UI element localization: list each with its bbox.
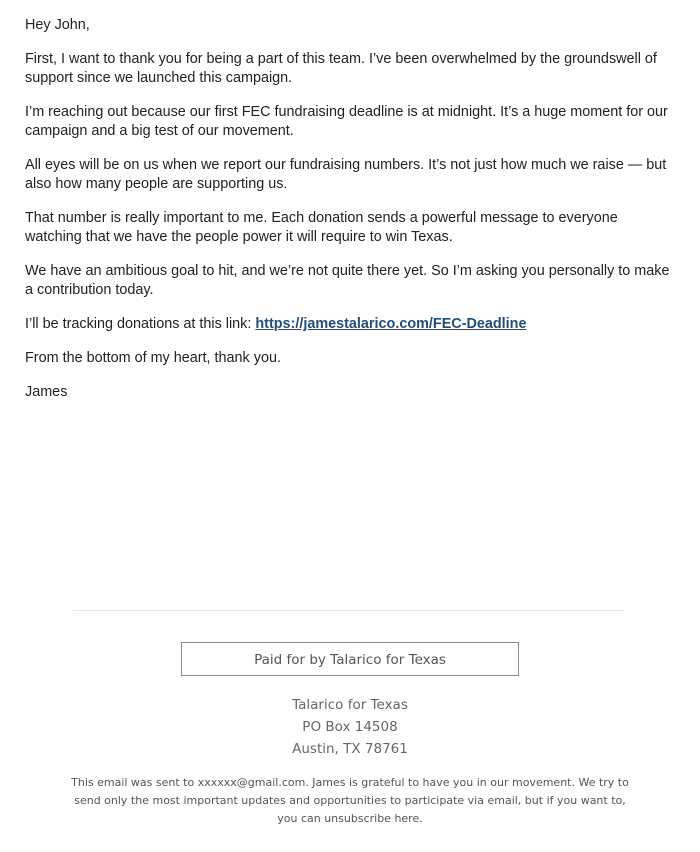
paragraph-numbers: All eyes will be on us when we report our fundraising numbers. It’s not just how much we raise — but also how many people are supporting us. [25,157,667,192]
tracking-text: I’ll be tracking donations at this link: [25,316,256,332]
signature: James [25,384,68,400]
email-body [25,16,675,417]
greeting: Hey John, [25,17,90,33]
address-org: Talarico for Texas [292,697,408,713]
footer-divider [73,610,625,611]
paid-for-disclaimer: Paid for by Talarico for Texas [181,642,519,676]
email-footer [0,642,700,828]
paragraph-tracking [25,315,675,334]
paragraph-deadline: I’m reaching out because our first FEC fundraising deadline is at midnight. It’s a huge moment for our campaign and a big test of our movement. [25,104,668,139]
closing: From the bottom of my heart, thank you. [25,350,281,366]
mailing-address [0,694,700,760]
paragraph-thanks: First, I want to thank you for being a part of this team. I’ve been overwhelmed by the groundswell of support since we launched this campaign. [25,51,657,86]
address-po-box: PO Box 14508 [302,719,398,735]
fec-deadline-link[interactable]: https://jamestalarico.com/FEC-Deadline [255,316,527,332]
address-city: Austin, TX 78761 [292,741,408,757]
unsubscribe-notice[interactable]: This email was sent to xxxxxx@gmail.com. James is grateful to have you in our movement. We try to send only the most important updates and opportunities to participate via email, but if you want to, you can unsubscribe here. [71,776,629,825]
paragraph-donation: That number is really important to me. Each donation sends a powerful message to everyone watching that we have the people power it will require to win Texas. [25,210,618,245]
paragraph-goal: We have an ambitious goal to hit, and we’re not quite there yet. So I’m asking you personally to make a contribution today. [25,263,670,298]
